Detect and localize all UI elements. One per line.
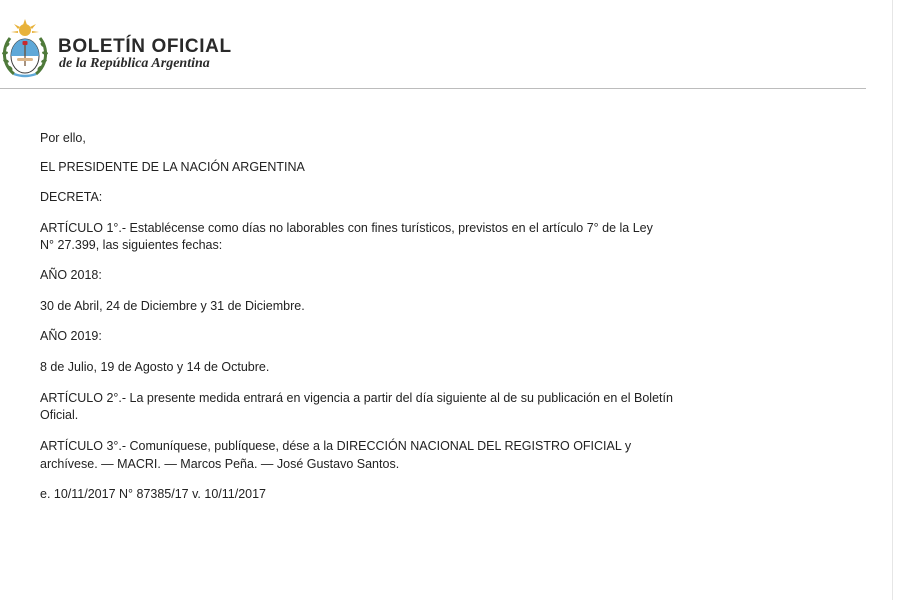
article-3-line-2: archívese. — MACRI. — Marcos Peña. — José Gustavo Santos.: [40, 457, 400, 471]
argentina-coat-of-arms-icon: [0, 18, 50, 82]
article-2-line-2: Oficial.: [40, 408, 79, 422]
dates-2019: 8 de Julio, 19 de Agosto y 14 de Octubre.: [40, 360, 270, 374]
year-2019-heading: AÑO 2019:: [40, 329, 102, 343]
publication-subtitle: de la República Argentina: [59, 56, 210, 71]
article-1-line-1: ARTÍCULO 1°.- Establécense como días no laborables con fines turísticos, previstos en el artículo 7° de la Ley: [40, 221, 653, 235]
year-2018-heading: AÑO 2018:: [40, 268, 102, 282]
publication-reference: e. 10/11/2017 N° 87385/17 v. 10/11/2017: [40, 487, 267, 501]
decree-text: DECRETA:: [40, 190, 103, 204]
article-3-line-1: ARTÍCULO 3°.- Comuníquese, publíquese, dése a la DIRECCIÓN NACIONAL DEL REGISTRO OFICIAL y: [40, 439, 632, 453]
authority-text: EL PRESIDENTE DE LA NACIÓN ARGENTINA: [40, 160, 305, 174]
article-2-line-1: ARTÍCULO 2°.- La presente medida entrará en vigencia a partir del día siguiente al de su publicación en el Boletín: [40, 391, 673, 405]
document-header: [0, 0, 868, 88]
publication-title: BOLETÍN OFICIAL: [58, 36, 232, 57]
header-divider: [0, 88, 866, 89]
article-1-line-2: N° 27.399, las siguientes fechas:: [40, 238, 223, 252]
dates-2018: 30 de Abril, 24 de Diciembre y 31 de Diciembre.: [40, 299, 305, 313]
intro-text: Por ello,: [40, 131, 86, 145]
